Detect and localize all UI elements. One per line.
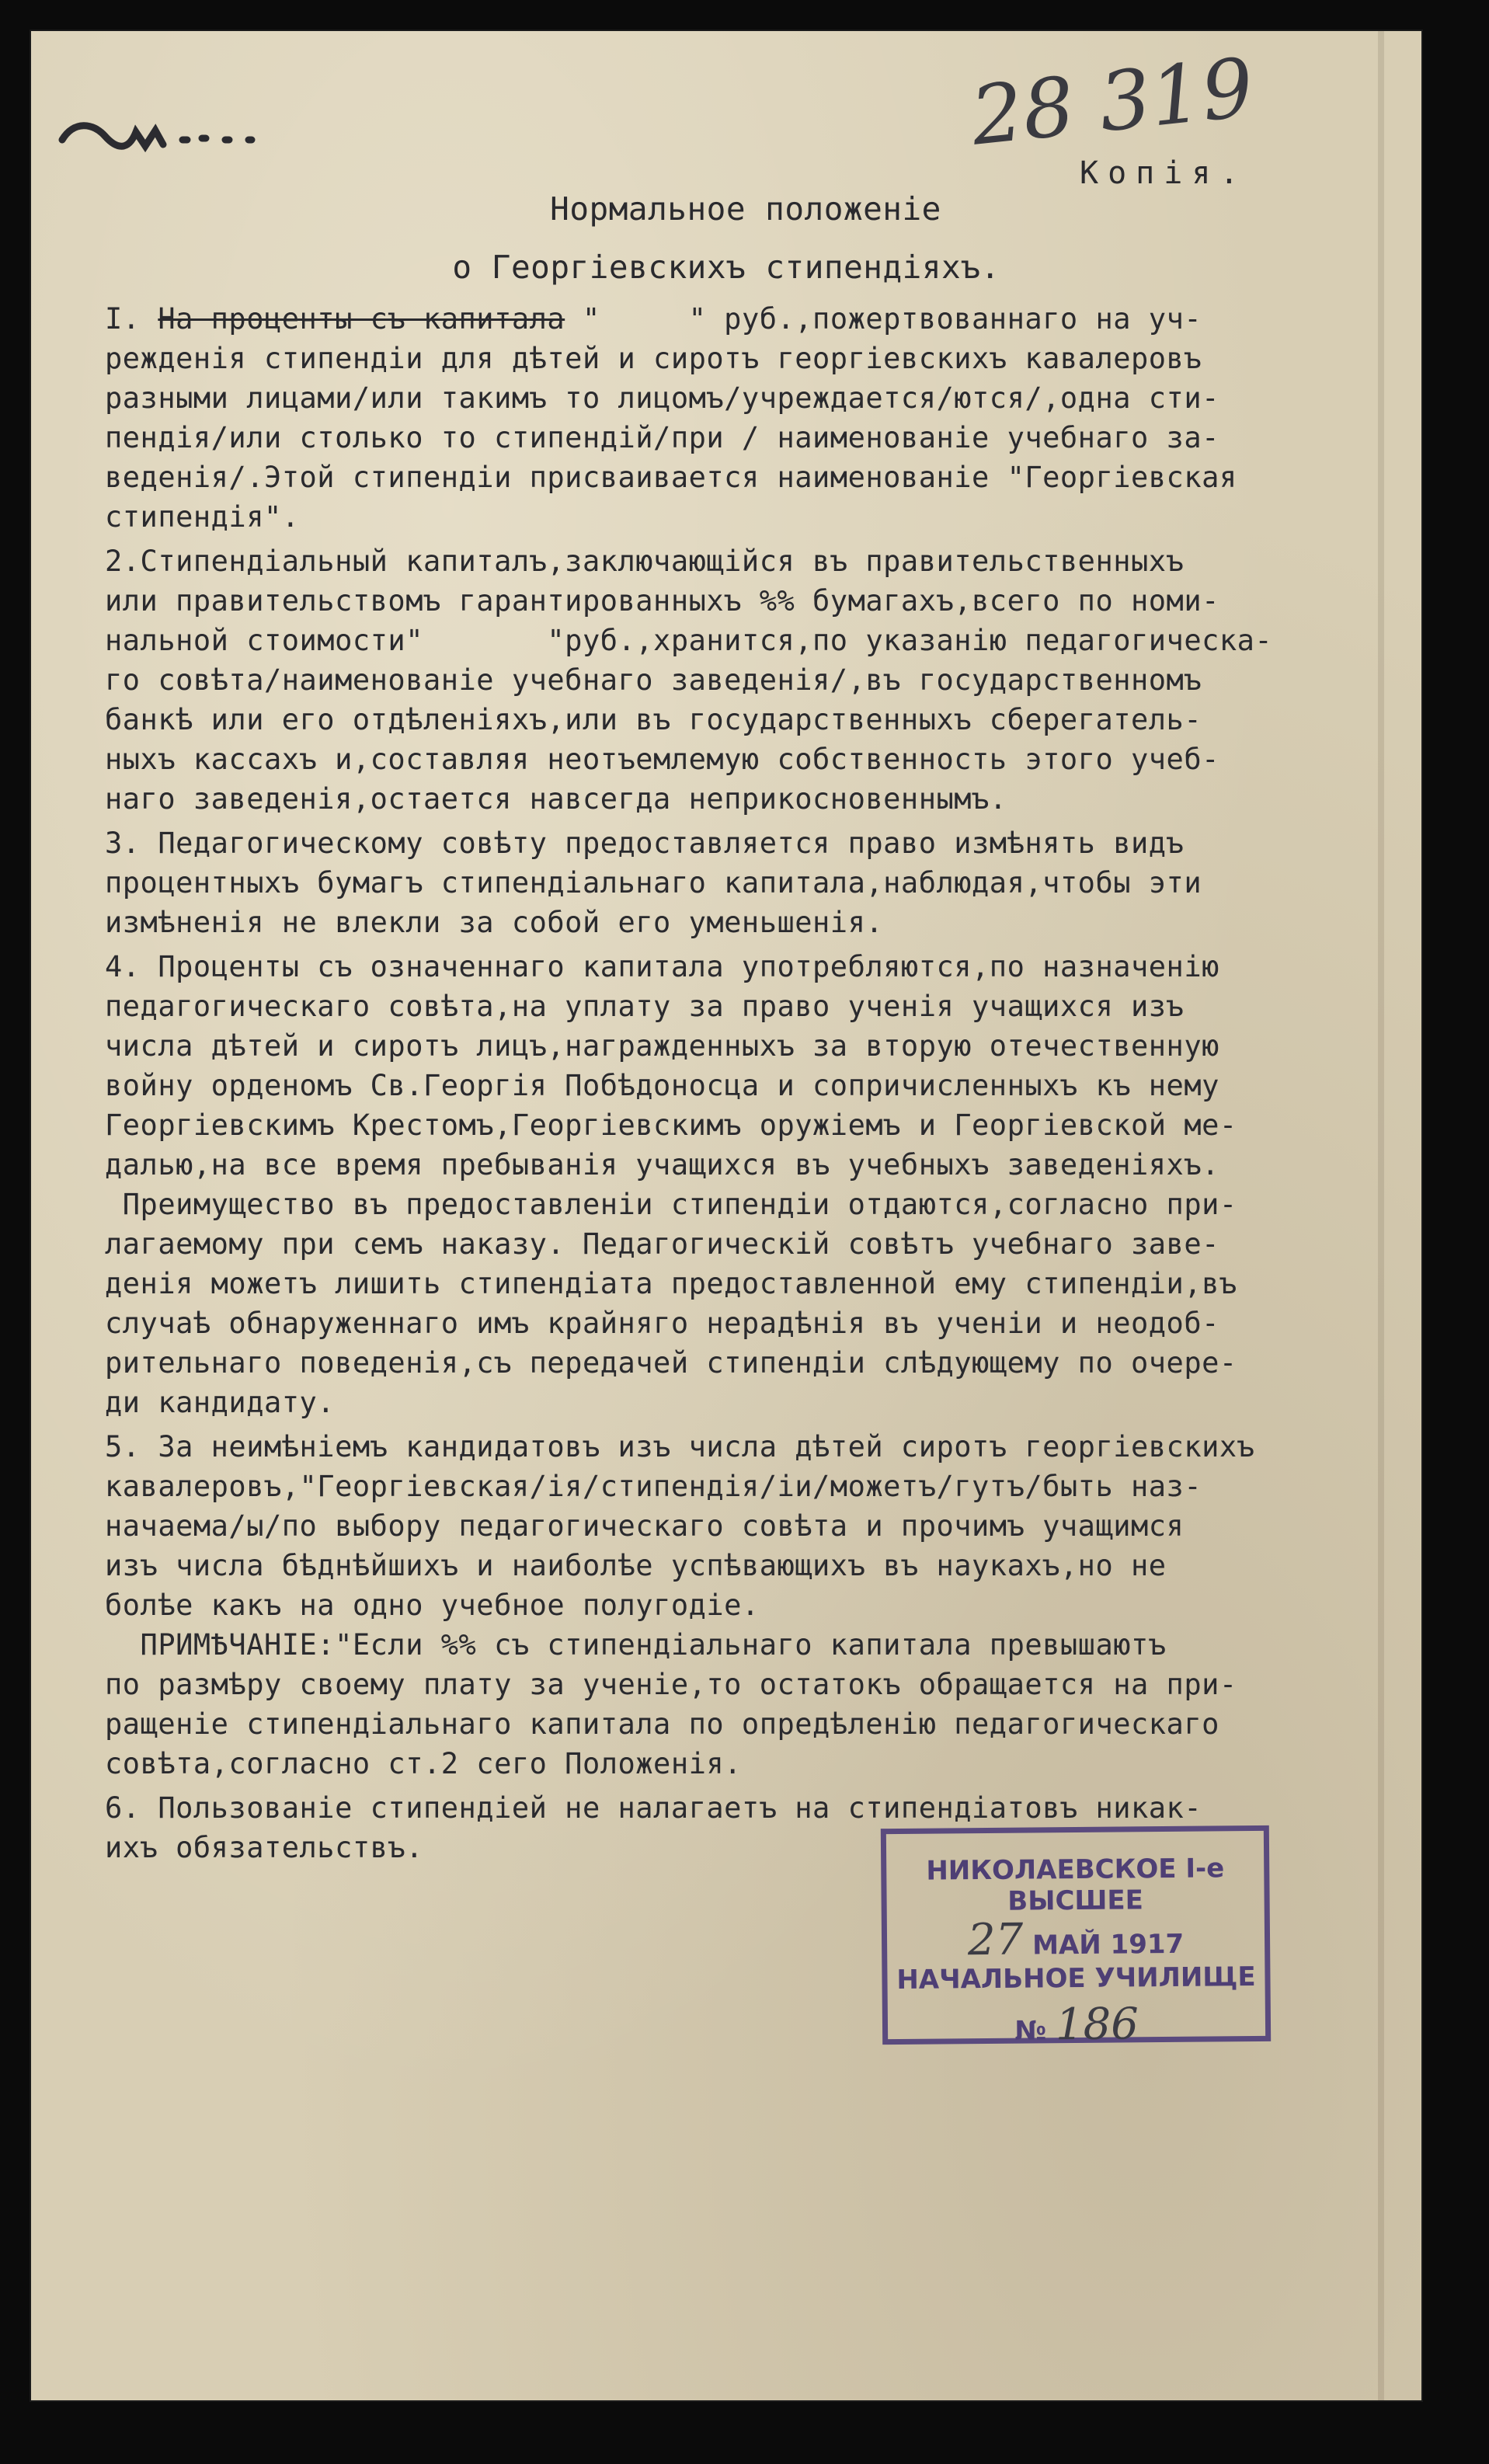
copy-label: Копія. <box>1080 155 1248 191</box>
institution-stamp <box>881 1825 1271 2051</box>
text-line: ихъ обязательствъ. <box>105 1831 423 1864</box>
stamp-registration <box>888 1998 1266 2052</box>
text-segment: " " руб.,пожертвованнаго на уч- <box>565 302 1202 336</box>
text-line: числа дѣтей и сиротъ лицъ,награжденныхъ за вторую отечественную <box>105 1029 1219 1063</box>
ink-smudge <box>58 117 284 155</box>
document-body <box>105 299 1394 1867</box>
stamp-institution-name: НИКОЛАЕВСКОЕ I-е ВЫСШЕЕ <box>926 1853 1225 1917</box>
text-line: 6. Пользованіе стипендіей не налагаетъ на стипендіатовъ никак- <box>105 1791 1202 1825</box>
text-line: пендія/или столько то стипендій/при / наименованіе учебнаго за- <box>105 421 1219 454</box>
text-line: наго заведенія,остается навсегда неприкосновеннымъ. <box>105 782 1007 816</box>
text-line: совѣта,согласно ст.2 сего Положенія. <box>105 1747 742 1780</box>
text-line: Преимущество въ предоставленіи стипендіи отдаются,согласно при- <box>105 1188 1237 1221</box>
text-line: случаѣ обнаруженнаго имъ крайняго нерадѣнія въ ученіи и неодоб- <box>105 1307 1219 1340</box>
text-line: разными лицами/или такимъ то лицомъ/учреждается/ются/,одна сти- <box>105 381 1219 415</box>
text-line: или правительствомъ гарантированныхъ %% бумагахъ,всего по номи- <box>105 584 1219 618</box>
stamp-school-type: НАЧАЛЬНОЕ УЧИЛИЩЕ <box>896 1961 1256 1996</box>
text-line: 4. Проценты съ означеннаго капитала употребляются,по назначенію <box>105 950 1219 983</box>
text-line: Георгіевскимъ Крестомъ,Георгіевскимъ оружіемъ и Георгіевской ме- <box>105 1108 1237 1142</box>
text-line: рительнаго поведенія,съ передачей стипендіи слѣдующему по очере- <box>105 1346 1237 1380</box>
text-line <box>105 299 1394 339</box>
text-line: 5. За неимѣніемъ кандидатовъ изъ числа дѣтей сиротъ георгіевскихъ <box>105 1430 1255 1463</box>
text-line: 3. Педагогическому совѣту предоставляется право измѣнять видъ <box>105 827 1185 860</box>
text-line: банкѣ или его отдѣленіяхъ,или въ государственныхъ сберегатель- <box>105 703 1202 736</box>
text-line: лагаемому при семъ наказу. Педагогическій совѣтъ учебнаго заве- <box>105 1227 1219 1261</box>
text-line: измѣненія не влекли за собой его уменьшенія. <box>105 906 884 939</box>
text-line: педагогическаго совѣта,на уплату за право ученія учащихся изъ <box>105 990 1185 1023</box>
stamp-day: 27 <box>967 1914 1024 1966</box>
stamp-number-label: № <box>1014 2015 1047 2047</box>
text-line: начаема/ы/по выбору педагогическаго совѣта и прочимъ учащимся <box>105 1509 1185 1543</box>
stamp-month-year: МАЙ 1917 <box>1032 1928 1185 1961</box>
document-page <box>31 31 1421 2400</box>
text-line: реждeнiя стипендiи для дѣтей и сиротъ георгiевскихъ кавалеровъ <box>105 342 1202 375</box>
text-line: кавалеровъ,"Георгіевская/ія/стипендія/іи/можетъ/гутъ/быть наз- <box>105 1470 1202 1503</box>
text-line: болѣе какъ на одно учебное полугодіе. <box>105 1589 760 1622</box>
stamp-number: 186 <box>1055 1999 1139 2051</box>
text-line: 2.Стипендіальный капиталъ,заключающійся въ правительственныхъ <box>105 545 1185 578</box>
text-line: ныхъ кассахъ и,составляя неотъемлемую собственность этого учеб- <box>105 743 1219 776</box>
text-line: го совѣта/наименованіе учебнаго заведенія/,въ государственномъ <box>105 663 1202 697</box>
text-segment: I. <box>105 302 158 336</box>
text-line: ди кандидату. <box>105 1386 336 1419</box>
struck-through-text: На проценты съ капитала <box>158 302 565 336</box>
text-line: по размѣру своему плату за ученіе,то остатокъ обращается на при- <box>105 1668 1237 1701</box>
text-line: веденія/.Этой стипендіи присваивается наименованіе "Георгіевская <box>105 461 1237 494</box>
text-line: процентныхъ бумагъ стипендіальнаго капитала,наблюдая,чтобы эти <box>105 866 1202 900</box>
text-line: изъ числа бѣднѣйшихъ и наиболѣе успѣвающихъ въ наукахъ,но не <box>105 1549 1167 1582</box>
archive-number: 28 319 <box>966 40 1258 164</box>
document-title: Нормальное положеніе <box>550 190 941 228</box>
stamp-date <box>887 1912 1265 1966</box>
text-line: стипендія". <box>105 500 300 534</box>
text-line: ращеніе стипендіальнаго капитала по опредѣленію педагогическаго <box>105 1707 1219 1741</box>
document-subtitle: о Георгіевскихъ стипендіяхъ. <box>452 249 1000 286</box>
text-line: войну орденомъ Св.Георгія Побѣдоносца и сопричисленныхъ къ нему <box>105 1069 1219 1102</box>
text-line: денія можетъ лишить стипендіата предоставленной ему стипендіи,въ <box>105 1267 1237 1300</box>
text-line: далью,на все время пребыванія учащихся въ учебныхъ заведеніяхъ. <box>105 1148 1219 1182</box>
text-line: нальной стоимости" "руб.,хранится,по указанію педагогическа- <box>105 624 1273 657</box>
text-line: ПРИМѢЧАНІЕ:"Если %% съ стипендіальнаго капитала превышаютъ <box>105 1628 1167 1662</box>
